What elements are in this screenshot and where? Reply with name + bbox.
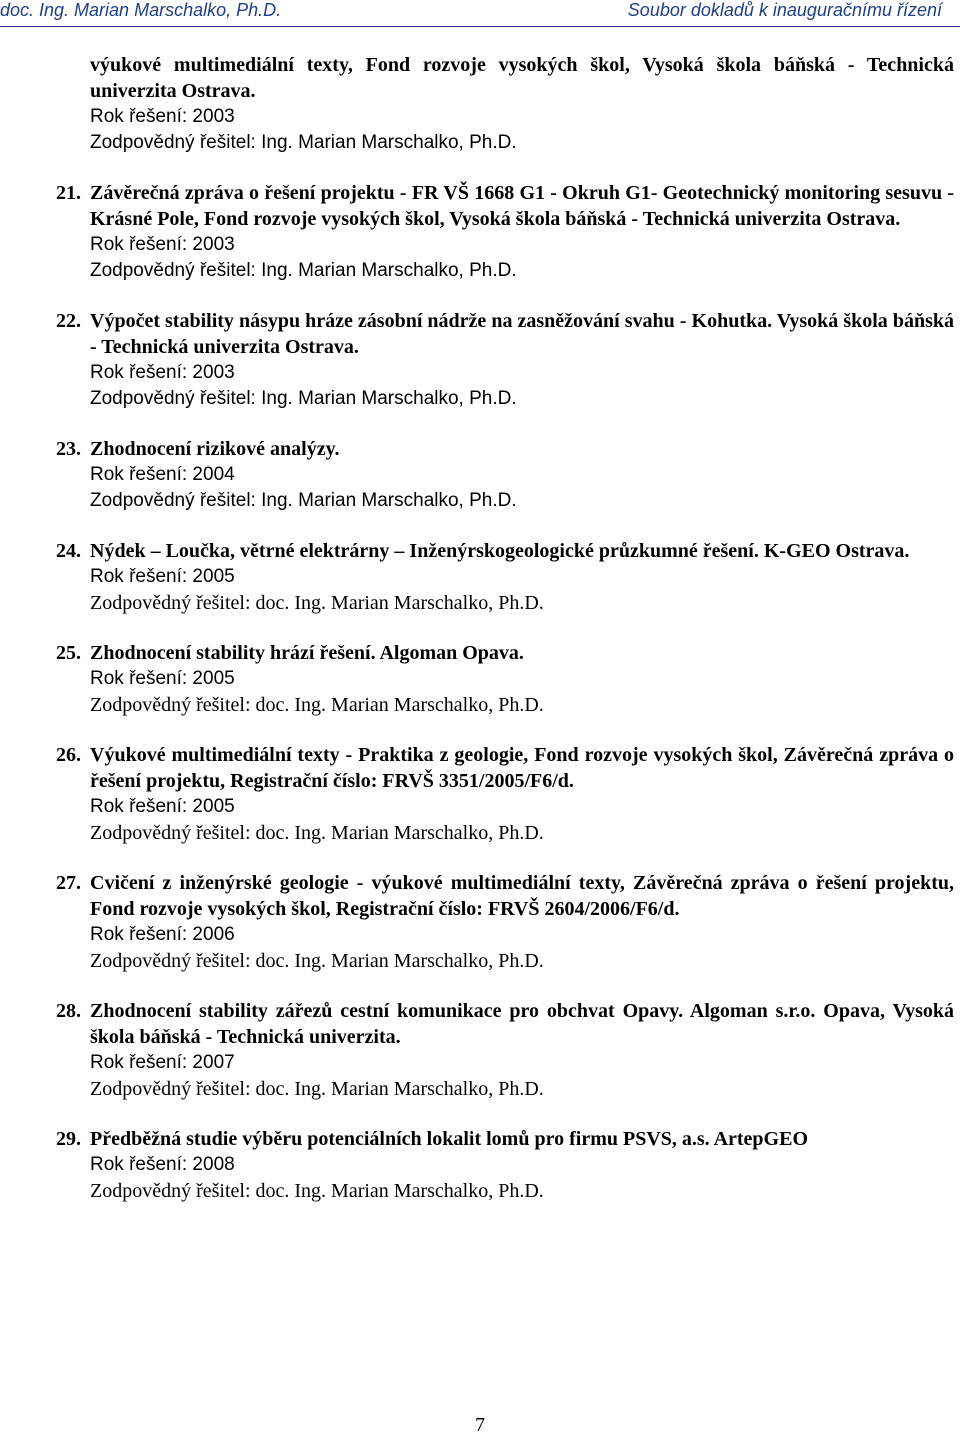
- item-responsible: Zodpovědný řešitel: Ing. Marian Marschalko, Ph.D.: [90, 132, 517, 153]
- list-item: [0, 870, 960, 974]
- item-title: Výpočet stability násypu hráze zásobní nádrže na zasněžování svahu - Kohutka. Vysoká škola báňská - Technická univerzita Ostrava.: [90, 310, 954, 358]
- item-year: Rok řešení: 2004: [90, 464, 235, 485]
- list-item: [0, 308, 960, 412]
- item-responsible: Zodpovědný řešitel: doc. Ing. Marian Marschalko, Ph.D.: [90, 950, 544, 972]
- list-item: [0, 538, 960, 616]
- item-responsible: Zodpovědný řešitel: doc. Ing. Marian Marschalko, Ph.D.: [90, 1180, 544, 1202]
- item-year: Rok řešení: 2003: [90, 234, 235, 255]
- item-title: Zhodnocení stability hrází řešení. Algoman Opava.: [90, 642, 524, 664]
- header-document-title: Soubor dokladů k inauguračnímu řízení: [627, 0, 942, 20]
- item-title: Zhodnocení rizikové analýzy.: [90, 438, 340, 460]
- list-item: [0, 640, 960, 718]
- list-item-intro: [0, 52, 960, 156]
- item-year: Rok řešení: 2006: [90, 924, 235, 945]
- list-item: [0, 1126, 960, 1204]
- item-title: Výukové multimediální texty - Praktika z geologie, Fond rozvoje vysokých škol, Závěrečná zpráva o řešení projektu, Registrační číslo: FRVŠ 3351/2005/F6/d.: [90, 744, 954, 792]
- item-title: Nýdek – Loučka, větrné elektrárny – Inženýrskogeologické průzkumné řešení. K-GEO Ostrava.: [90, 540, 910, 562]
- item-number: 29.: [56, 1128, 81, 1150]
- list-item: [0, 742, 960, 846]
- item-year: Rok řešení: 2003: [90, 362, 235, 383]
- item-title: Závěrečná zpráva o řešení projektu - FR VŠ 1668 G1 - Okruh G1- Geotechnický monitoring sesuvu - Krásné Pole, Fond rozvoje vysokých škol, Vysoká škola báňská - Technická univerzita Ostrava.: [90, 182, 954, 230]
- item-responsible: Zodpovědný řešitel: Ing. Marian Marschalko, Ph.D.: [90, 490, 517, 511]
- publication-list: [0, 52, 960, 1228]
- item-responsible: Zodpovědný řešitel: doc. Ing. Marian Marschalko, Ph.D.: [90, 822, 544, 844]
- item-responsible: Zodpovědný řešitel: Ing. Marian Marschalko, Ph.D.: [90, 260, 517, 281]
- item-year: Rok řešení: 2008: [90, 1154, 235, 1175]
- item-responsible: Zodpovědný řešitel: doc. Ing. Marian Marschalko, Ph.D.: [90, 1078, 544, 1100]
- item-title: Cvičení z inženýrské geologie - výukové multimediální texty, Závěrečná zpráva o řešení projektu, Fond rozvoje vysokých škol, Registrační číslo: FRVŠ 2604/2006/F6/d.: [90, 872, 954, 920]
- item-title: Předběžná studie výběru potenciálních lokalit lomů pro firmu PSVS, a.s. ArtepGEO: [90, 1128, 808, 1150]
- item-number: 23.: [56, 438, 81, 460]
- item-number: 25.: [56, 642, 81, 664]
- item-responsible: Zodpovědný řešitel: doc. Ing. Marian Marschalko, Ph.D.: [90, 694, 544, 716]
- item-number: 21.: [56, 182, 81, 204]
- list-item: [0, 998, 960, 1102]
- item-number: 28.: [56, 1000, 81, 1022]
- list-item: [0, 436, 960, 514]
- item-number: 22.: [56, 310, 81, 332]
- item-number: 27.: [56, 872, 81, 894]
- list-item: [0, 180, 960, 284]
- item-number: 24.: [56, 540, 81, 562]
- item-title: Zhodnocení stability zářezů cestní komunikace pro obchvat Opavy. Algoman s.r.o. Opava, Vysoká škola báňská - Technická univerzita.: [90, 1000, 954, 1048]
- item-year: Rok řešení: 2005: [90, 796, 235, 817]
- item-year: Rok řešení: 2005: [90, 566, 235, 587]
- item-number: 26.: [56, 744, 81, 766]
- header-author: doc. Ing. Marian Marschalko, Ph.D.: [0, 0, 282, 20]
- item-responsible: Zodpovědný řešitel: Ing. Marian Marschalko, Ph.D.: [90, 388, 517, 409]
- page-header: [0, 0, 960, 27]
- item-title: výukové multimediální texty, Fond rozvoje vysokých škol, Vysoká škola báňská - Technická univerzita Ostrava.: [90, 54, 954, 102]
- item-year: Rok řešení: 2007: [90, 1052, 235, 1073]
- item-year: Rok řešení: 2005: [90, 668, 235, 689]
- item-year: Rok řešení: 2003: [90, 106, 235, 127]
- item-responsible: Zodpovědný řešitel: doc. Ing. Marian Marschalko, Ph.D.: [90, 592, 544, 614]
- page-number: 7: [475, 1414, 485, 1436]
